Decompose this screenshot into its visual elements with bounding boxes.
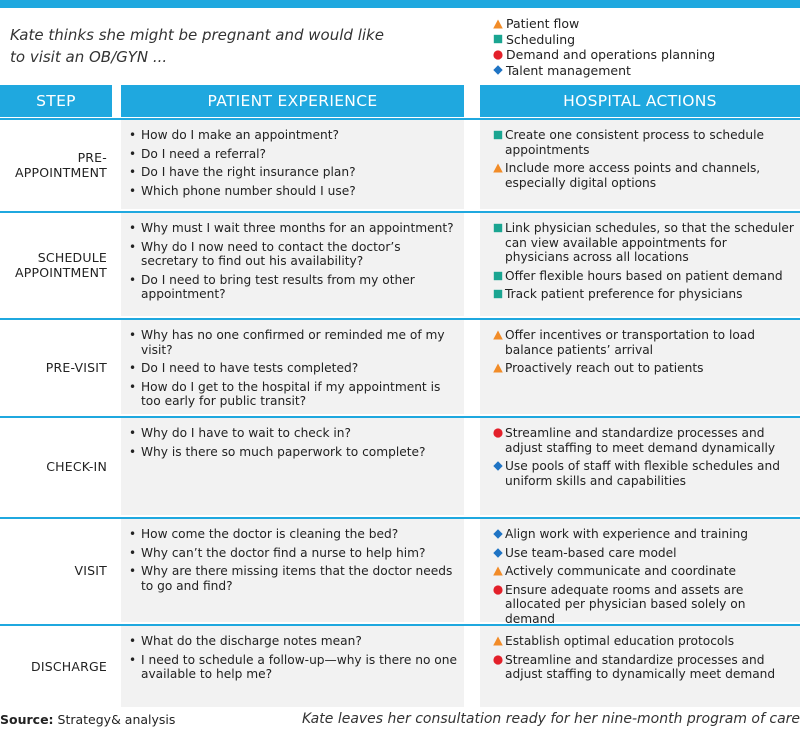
triangle-icon — [493, 636, 503, 646]
intro-text: Kate thinks she might be pregnant and would like to visit an OB/GYN ... — [10, 26, 384, 66]
action-category-symbol — [490, 361, 505, 376]
action-category-symbol — [490, 328, 505, 357]
step-label — [0, 120, 112, 209]
hospital-action-text: Create one consistent process to schedule appointments — [505, 128, 764, 157]
hospital-actions-cell — [480, 519, 800, 626]
action-category-symbol — [490, 426, 505, 455]
source-text: Strategy& analysis — [53, 712, 176, 727]
circle-icon — [493, 428, 503, 438]
legend-symbol — [490, 65, 506, 75]
legend-label: Scheduling — [506, 31, 576, 47]
hospital-action-text: Ensure adequate rooms and assets are allocated per physician based solely on demand — [505, 582, 746, 626]
experience-question-text: Why can’t the doctor find a nurse to help him? — [141, 545, 426, 560]
experience-question — [129, 184, 458, 199]
legend-symbol — [490, 19, 506, 29]
patient-experience-cell — [121, 213, 464, 316]
legend-item — [490, 63, 790, 79]
hospital-action — [490, 527, 794, 542]
bullet-icon: • — [129, 128, 137, 142]
header-hospital-actions: HOSPITAL ACTIONS — [480, 85, 800, 117]
patient-experience-cell — [121, 120, 464, 209]
bullet-icon: • — [129, 444, 137, 459]
step-label-line: APPOINTMENT — [14, 164, 107, 180]
hospital-action — [490, 128, 794, 157]
legend — [490, 16, 790, 78]
square-icon — [493, 271, 503, 281]
hospital-action-text: Streamline and standardize processes and adjust staffing to meet demand dynamically — [505, 426, 776, 455]
experience-question-text: Which phone number should I use? — [141, 183, 356, 198]
experience-question-text: Why has no one confirmed or reminded me of my visit? — [141, 328, 445, 357]
source-label: Source: — [0, 712, 54, 727]
bullet-icon: • — [129, 545, 137, 560]
action-category-symbol — [490, 128, 505, 157]
circle-icon — [493, 50, 503, 60]
experience-question-text: Do I have the right insurance plan? — [141, 165, 356, 179]
hospital-action — [490, 564, 794, 579]
bullet-icon: • — [129, 165, 137, 179]
experience-question — [129, 165, 458, 180]
step-label — [0, 320, 112, 414]
hospital-action-text: Streamline and standardize processes and adjust staffing to dynamically meet demand — [505, 652, 776, 681]
experience-question — [129, 527, 458, 542]
step-label — [0, 519, 112, 622]
hospital-action-text: Offer incentives or transportation to load balance patients’ arrival — [505, 328, 756, 357]
step-label-line: DISCHARGE — [31, 659, 107, 674]
bullet-icon: • — [129, 527, 137, 541]
hospital-action — [490, 583, 794, 627]
square-icon — [493, 223, 503, 233]
hospital-action — [490, 269, 794, 284]
legend-symbol — [490, 34, 506, 44]
action-category-symbol — [490, 161, 505, 190]
action-category-symbol — [490, 634, 505, 649]
action-category-symbol — [490, 653, 505, 682]
square-icon — [493, 34, 503, 44]
experience-question-text: Why is there so much paperwork to complete? — [141, 444, 426, 459]
experience-question-text: Why do I have to wait to check in? — [141, 426, 352, 440]
diamond-icon — [493, 461, 503, 471]
experience-question-text: How come the doctor is cleaning the bed? — [141, 527, 399, 541]
experience-question-text: What do the discharge notes mean? — [141, 634, 362, 648]
square-icon — [493, 289, 503, 299]
legend-label: Demand and operations planning — [506, 47, 716, 62]
experience-question-text: How do I get to the hospital if my appointment is too early for public transit? — [141, 379, 441, 408]
experience-question — [129, 273, 458, 302]
step-label — [0, 418, 112, 515]
hospital-action-text: Use team-based care model — [505, 545, 677, 560]
hospital-action-text: Establish optimal education protocols — [505, 634, 735, 648]
triangle-icon — [493, 330, 503, 340]
hospital-action — [490, 161, 794, 190]
journey-row — [0, 416, 800, 515]
action-category-symbol — [490, 459, 505, 488]
action-category-symbol — [490, 564, 505, 579]
experience-question-text: Why do I now need to contact the doctor’s secretary to find out his availability? — [141, 239, 401, 268]
hospital-action — [490, 426, 794, 455]
diamond-icon — [493, 529, 503, 539]
step-label — [0, 213, 112, 316]
bullet-icon: • — [129, 328, 137, 342]
experience-question-text: Why must I wait three months for an appointment? — [141, 221, 454, 235]
hospital-action-text: Offer flexible hours based on patient demand — [505, 268, 783, 283]
hospital-action-text: Align work with experience and training — [505, 527, 748, 541]
legend-label: Patient flow — [506, 16, 580, 31]
experience-question-text: How do I make an appointment? — [141, 128, 340, 142]
top-accent-bar — [0, 0, 800, 8]
journey-row — [0, 624, 800, 707]
action-category-symbol — [490, 527, 505, 542]
bullet-icon: • — [129, 634, 137, 648]
action-category-symbol — [490, 583, 505, 627]
legend-item — [490, 16, 790, 32]
hospital-action-text: Include more access points and channels, especially digital options — [505, 161, 761, 190]
hospital-action — [490, 653, 794, 682]
bullet-icon: • — [129, 221, 137, 235]
step-label-line: PRE-VISIT — [45, 359, 107, 375]
step-label-line: APPOINTMENT — [14, 264, 107, 280]
experience-question — [129, 380, 458, 409]
experience-question — [129, 445, 458, 460]
legend-item — [490, 32, 790, 48]
experience-question-text: Do I need a referral? — [141, 146, 267, 161]
journey-row — [0, 318, 800, 414]
experience-question — [129, 653, 458, 682]
diamond-icon — [493, 548, 503, 558]
experience-question-text: I need to schedule a follow-up—why is there no one available to help me? — [141, 652, 457, 681]
hospital-actions-cell — [480, 418, 800, 515]
experience-question-text: Do I need to have tests completed? — [141, 361, 359, 375]
experience-question — [129, 240, 458, 269]
journey-row — [0, 517, 800, 626]
hospital-action — [490, 221, 794, 265]
triangle-icon — [493, 163, 503, 173]
hospital-action-text: Link physician schedules, so that the scheduler can view available appointments for physicians across all locations — [505, 221, 794, 264]
bullet-icon: • — [129, 272, 137, 287]
experience-question — [129, 328, 458, 357]
hospital-action-text: Track patient preference for physicians — [505, 287, 743, 301]
legend-item — [490, 47, 790, 63]
header-patient-experience: PATIENT EXPERIENCE — [121, 85, 464, 117]
action-category-symbol — [490, 269, 505, 284]
experience-question — [129, 147, 458, 162]
action-category-symbol — [490, 221, 505, 265]
hospital-action — [490, 287, 794, 302]
hospital-action — [490, 361, 794, 376]
square-icon — [493, 130, 503, 140]
experience-question — [129, 361, 458, 376]
hospital-action-text: Use pools of staff with flexible schedules and uniform skills and capabilities — [505, 459, 780, 488]
bullet-icon: • — [129, 564, 137, 578]
hospital-actions-cell — [480, 213, 800, 316]
bullet-icon: • — [129, 361, 137, 375]
hospital-action — [490, 634, 794, 649]
bullet-icon: • — [129, 239, 137, 254]
experience-question-text: Why are there missing items that the doctor needs to go and find? — [141, 564, 453, 593]
hospital-actions-cell — [480, 320, 800, 414]
step-label-line: SCHEDULE — [37, 249, 107, 265]
experience-question — [129, 221, 458, 236]
closing-tagline: Kate leaves her consultation ready for her nine-month program of care — [302, 711, 800, 727]
triangle-icon — [493, 566, 503, 576]
circle-icon — [493, 655, 503, 665]
hospital-action — [490, 546, 794, 561]
action-category-symbol — [490, 546, 505, 561]
action-category-symbol — [490, 287, 505, 302]
bullet-icon: • — [129, 379, 137, 394]
bullet-icon: • — [129, 183, 137, 198]
bullet-icon: • — [129, 652, 137, 667]
hospital-action-text: Proactively reach out to patients — [505, 361, 704, 375]
experience-question — [129, 564, 458, 593]
experience-question — [129, 426, 458, 441]
header-step: STEP — [0, 85, 112, 117]
experience-question — [129, 634, 458, 649]
hospital-action — [490, 328, 794, 357]
experience-question — [129, 546, 458, 561]
hospital-actions-cell — [480, 626, 800, 707]
journey-row — [0, 118, 800, 209]
patient-experience-cell — [121, 519, 464, 622]
step-label-line: VISIT — [74, 563, 107, 578]
bullet-icon: • — [129, 426, 137, 440]
step-label-line: PRE- — [77, 149, 107, 165]
experience-question — [129, 128, 458, 143]
legend-symbol — [490, 50, 506, 60]
triangle-icon — [493, 363, 503, 373]
step-label-line: CHECK-IN — [46, 459, 107, 474]
hospital-actions-cell — [480, 120, 800, 209]
patient-experience-cell — [121, 626, 464, 707]
patient-experience-cell — [121, 418, 464, 515]
triangle-icon — [493, 19, 503, 29]
step-label — [0, 626, 112, 707]
hospital-action — [490, 459, 794, 488]
bullet-icon: • — [129, 146, 137, 161]
hospital-action-text: Actively communicate and coordinate — [505, 564, 737, 578]
diamond-icon — [493, 65, 503, 75]
experience-question-text: Do I need to bring test results from my other appointment? — [141, 272, 415, 301]
legend-label: Talent management — [506, 62, 631, 78]
circle-icon — [493, 585, 503, 595]
source-note — [0, 712, 175, 727]
patient-experience-cell — [121, 320, 464, 414]
journey-row — [0, 211, 800, 316]
